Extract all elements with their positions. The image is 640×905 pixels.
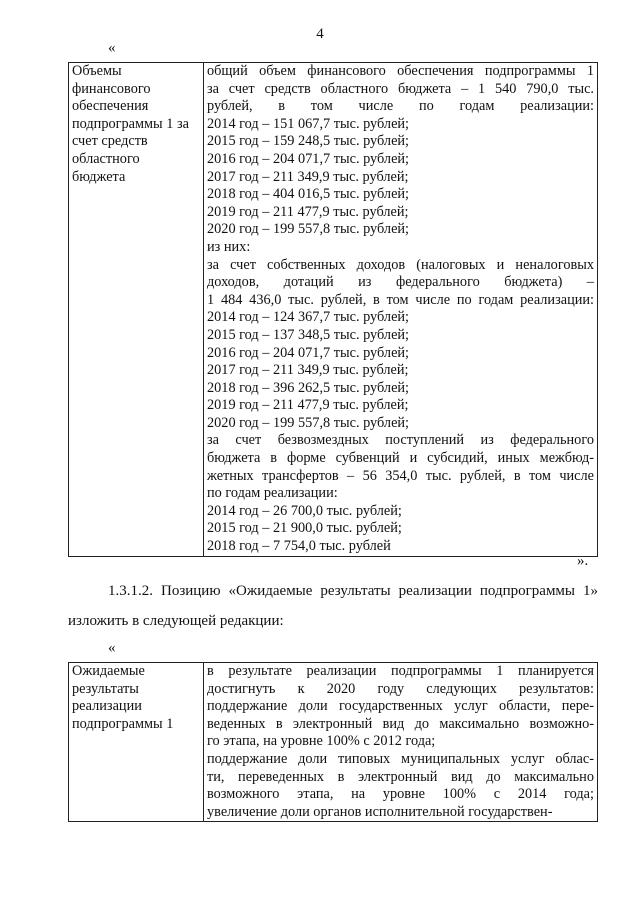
value-line: 2016 год – 204 071,7 тыс. рублей; (207, 344, 410, 361)
value-line: 2015 год – 137 348,5 тыс. рублей; (207, 326, 410, 343)
value-line: за счет собственных доходов (налоговых и неналоговых (207, 256, 594, 273)
value-line: 2017 год – 211 349,9 тыс. рублей; (207, 168, 409, 185)
label-line: бюджета (72, 168, 126, 185)
value-line: 2014 год – 151 067,7 тыс. рублей; (207, 115, 410, 132)
value-line: го этапа, на уровне 100% с 2012 года; (207, 733, 436, 750)
value-line: 2018 год – 404 016,5 тыс. рублей; (207, 186, 410, 203)
value-line: ти, переведенных в электронный вид до максимально (207, 768, 594, 785)
value-line: 2017 год – 211 349,9 тыс. рублей; (207, 362, 409, 379)
label-line: областного (72, 150, 140, 167)
table-row (69, 63, 598, 557)
value-line: 2020 год – 199 557,8 тыс. рублей; (207, 221, 410, 238)
results-label (72, 663, 200, 733)
value-line: 2015 год – 21 900,0 тыс. рублей; (207, 520, 402, 537)
value-line: из них: (207, 238, 251, 255)
value-line: за счет средств областного бюджета – 1 540 790,0 тыс. (207, 80, 594, 97)
value-line: 2018 год – 396 262,5 тыс. рублей; (207, 379, 410, 396)
results-value (207, 663, 594, 821)
label-line: результаты (72, 680, 139, 697)
value-line: жетных трансфертов – 56 354,0 тыс. рублей, в том числе (207, 467, 594, 484)
open-quote-1: « (108, 40, 116, 56)
value-line: достигнуть к 2020 году следующих результатов: (207, 680, 594, 697)
value-line: поддержание доли типовых муниципальных услуг облас- (207, 750, 594, 767)
value-line: 2014 год – 26 700,0 тыс. рублей; (207, 502, 402, 519)
open-quote-2: « (108, 640, 116, 656)
financing-table (68, 62, 598, 557)
financing-value-cell (204, 63, 598, 557)
value-line: общий объем финансового обеспечения подпрограммы 1 (207, 63, 594, 79)
results-table (68, 662, 598, 822)
results-label-cell (69, 663, 204, 822)
value-line: 2014 год – 124 367,7 тыс. рублей; (207, 309, 410, 326)
page-number: 4 (316, 26, 324, 42)
value-line: поддержание доли государственных услуг области, пере- (207, 698, 594, 715)
value-line: в результате реализации подпрограммы 1 планируется (207, 663, 594, 679)
value-line: увеличение доли органов исполнительной государствен- (207, 803, 553, 820)
value-line: по годам реализации: (207, 485, 338, 502)
financing-label (72, 63, 200, 186)
value-line: 2019 год – 211 477,9 тыс. рублей; (207, 397, 409, 414)
value-line: рублей, в том числе по годам реализации: (207, 98, 594, 115)
amendment-paragraph-line2: изложить в следующей редакции: (68, 613, 284, 629)
value-line: 2019 год – 211 477,9 тыс. рублей; (207, 203, 409, 220)
label-line: Ожидаемые (72, 663, 145, 679)
label-line: подпрограммы 1 за (72, 115, 189, 132)
value-line: 2018 год – 7 754,0 тыс. рублей (207, 538, 391, 555)
amendment-paragraph-line1: 1.3.1.2. Позицию «Ожидаемые результаты реализации подпрограммы 1» (108, 583, 598, 599)
table-row (69, 663, 598, 822)
value-line: возможного этапа, на уровне 100% с 2014 года; (207, 786, 594, 803)
financing-label-cell (69, 63, 204, 557)
financing-value (207, 63, 594, 556)
value-line: бюджета в форме субвенций и субсидий, иных межбюд- (207, 450, 594, 467)
value-line: 2015 год – 159 248,5 тыс. рублей; (207, 133, 410, 150)
label-line: счет средств (72, 133, 148, 150)
label-line: подпрограммы 1 (72, 715, 174, 732)
value-line: 2020 год – 199 557,8 тыс. рублей; (207, 414, 410, 431)
label-line: реализации (72, 698, 142, 715)
value-line: за счет безвозмездных поступлений из федерального (207, 432, 594, 449)
value-line: 1 484 436,0 тыс. рублей, в том числе по годам реализации: (207, 291, 594, 308)
value-line: веденных в электронный вид до максимально возможно- (207, 715, 594, 732)
close-quote-1: ». (577, 553, 589, 569)
label-line: Объемы (72, 63, 122, 79)
results-value-cell (204, 663, 598, 822)
label-line: обеспечения (72, 98, 149, 115)
value-line: 2016 год – 204 071,7 тыс. рублей; (207, 150, 410, 167)
value-line: доходов, дотаций из федерального бюджета) – (207, 274, 594, 291)
label-line: финансового (72, 80, 151, 97)
